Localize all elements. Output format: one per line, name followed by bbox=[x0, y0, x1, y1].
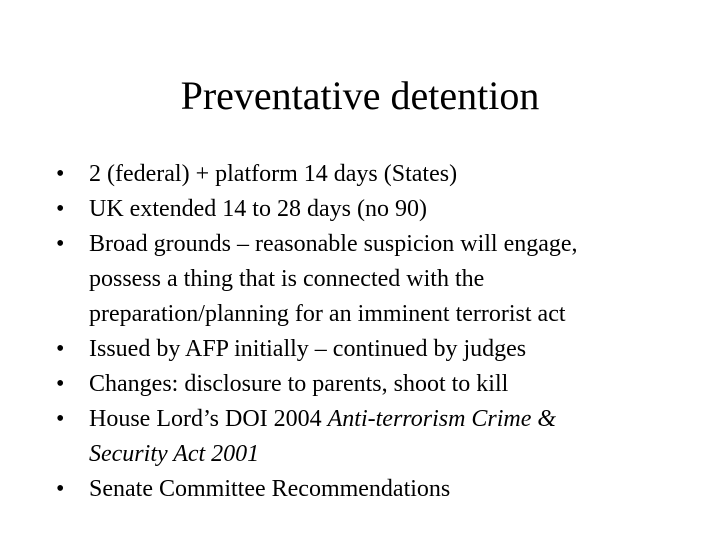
bullet-icon: • bbox=[56, 336, 65, 362]
bullet-item bbox=[56, 192, 696, 227]
bullet-icon: • bbox=[56, 476, 65, 502]
bullet-icon: • bbox=[56, 371, 65, 397]
bullet-item bbox=[56, 472, 696, 507]
bullet-text-line: possess a thing that is connected with the bbox=[89, 266, 485, 292]
bullet-item bbox=[56, 227, 696, 332]
bullet-text-line: preparation/planning for an imminent terrorist act bbox=[89, 301, 566, 327]
bullet-text-line bbox=[89, 437, 696, 472]
bullet-item bbox=[56, 367, 696, 402]
bullet-item bbox=[56, 332, 696, 367]
bullet-item bbox=[56, 402, 696, 472]
bullet-text: 2 (federal) + platform 14 days (States) bbox=[89, 161, 458, 187]
bullet-text-line bbox=[89, 402, 696, 437]
bullet-text-line: Broad grounds – reasonable suspicion will engage, bbox=[89, 231, 578, 257]
bullet-text: Issued by AFP initially – continued by judges bbox=[89, 336, 527, 362]
bullet-text: Senate Committee Recommendations bbox=[89, 476, 451, 502]
act-title-italic: Anti-terrorism Crime & bbox=[327, 406, 557, 432]
bullet-icon: • bbox=[56, 231, 65, 257]
bullet-icon: • bbox=[56, 161, 65, 187]
bullet-text: Changes: disclosure to parents, shoot to kill bbox=[89, 371, 509, 397]
bullet-text: UK extended 14 to 28 days (no 90) bbox=[89, 196, 427, 222]
act-title-italic: Security Act 2001 bbox=[89, 441, 260, 467]
bullet-item bbox=[56, 157, 696, 192]
bullet-icon: • bbox=[56, 406, 65, 432]
bullet-list bbox=[56, 157, 696, 507]
bullet-icon: • bbox=[56, 196, 65, 222]
slide-title: Preventative detention bbox=[180, 73, 540, 118]
bullet-text-plain: House Lord’s DOI 2004 bbox=[89, 406, 328, 432]
